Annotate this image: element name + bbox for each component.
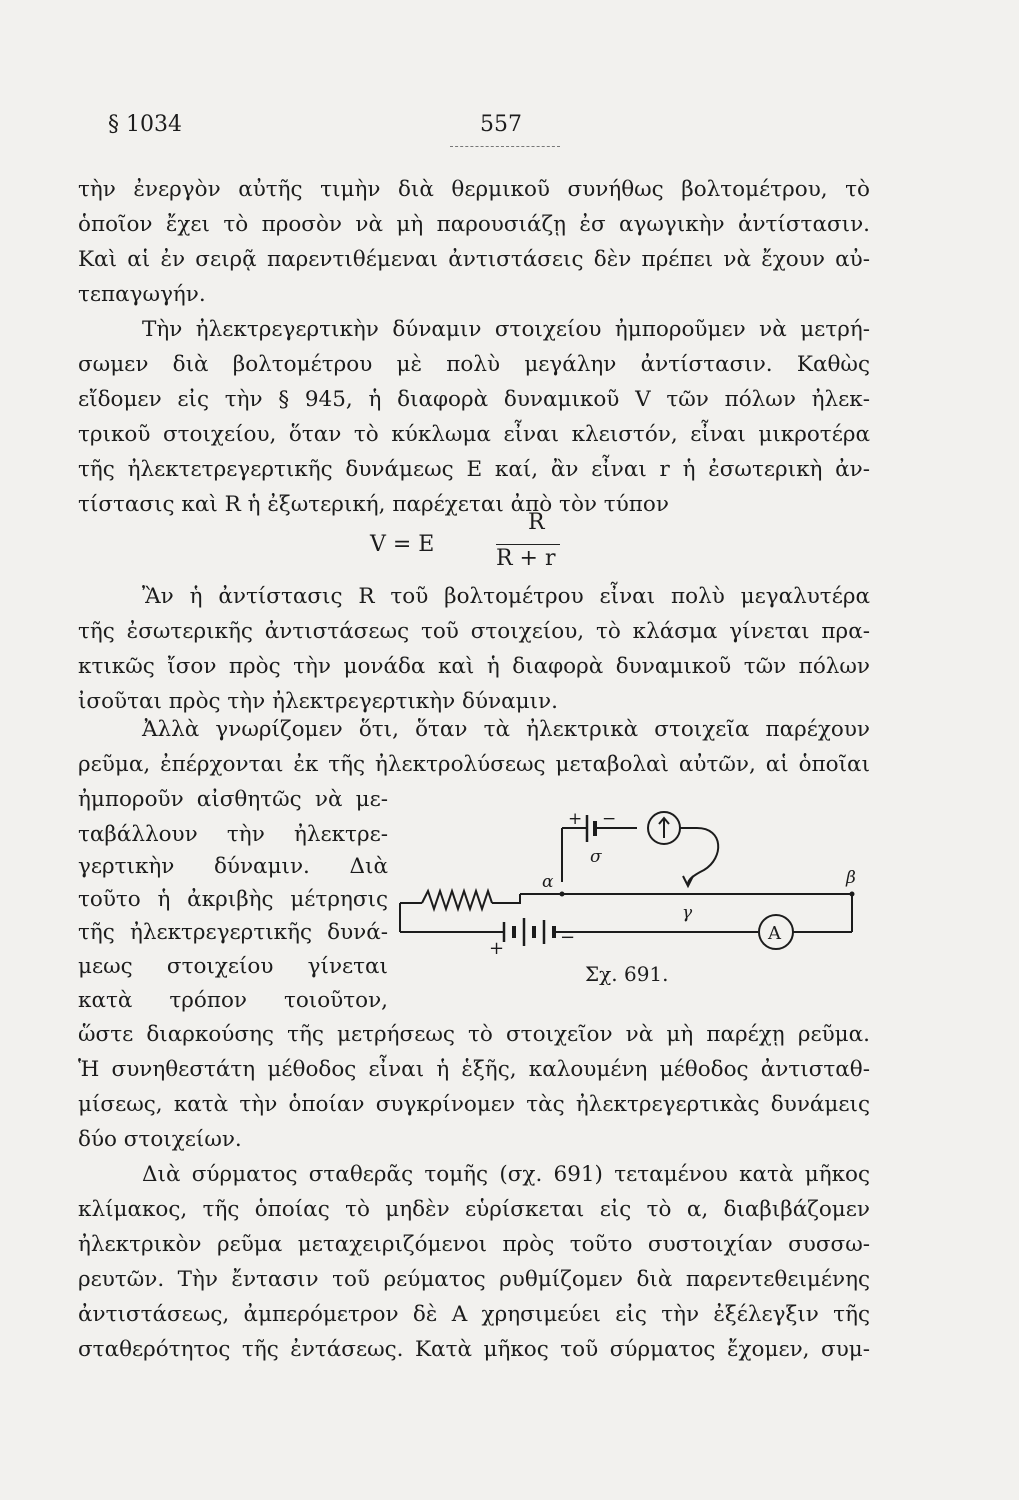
text-line: Ἀλλὰ γνωρίζομεν ὅτι, ὅταν τὰ ἠλεκτρικὰ στοιχεῖα παρέχουν: [142, 717, 870, 742]
figure-caption: Σχ. 691.: [585, 962, 669, 986]
page-number: 557: [480, 112, 522, 137]
text-line: σωμεν διὰ βολτομέτρου μὲ πολὺ μεγάλην ἀντίστασιν. Καθὼς: [78, 352, 870, 377]
text-line: Τὴν ἠλεκτρεγερτικὴν δύναμιν στοιχείου ἠμποροῦμεν νὰ μετρή-: [142, 317, 870, 342]
page-header: [0, 112, 1019, 152]
text-line: ἰσοῦται πρὸς τὴν ἠλεκτρεγερτικὴν δύναμιν.: [78, 689, 558, 714]
sliding-contact-wire: [688, 828, 718, 884]
text-line: μεως στοιχείου γίνεται: [78, 954, 388, 979]
text-line: εἴδομεν εἰς τὴν § 945, ἡ διαφορὰ δυναμικοῦ V τῶν πόλων ἠλεκ-: [78, 387, 870, 412]
plus-label: +: [568, 810, 583, 829]
text-line: μίσεως, κατὰ τὴν ὁποίαν συγκρίνομεν τὰς ἠλεκτρεγερτικὰς δυνάμεις: [78, 1092, 870, 1117]
text-line: ρεῦμα, ἐπέρχονται ἐκ τῆς ἠλεκτρολύσεως μεταβολαὶ αὐτῶν, αἱ ὁποῖαι: [78, 752, 870, 777]
wire: [492, 894, 520, 903]
plus-label: +: [489, 938, 505, 959]
text-line: Ἡ συνηθεστάτη μέθοδος εἶναι ἡ ἑξῆς, καλουμένη μέθοδος ἀντισταθ-: [78, 1057, 870, 1082]
formula-denominator: R + r: [496, 546, 556, 571]
minus-label: −: [602, 810, 617, 829]
formula-lhs: V = E: [370, 532, 435, 557]
text-line: τῆς ἐσωτερικῆς ἀντιστάσεως τοῦ στοιχείου, τὸ κλάσμα γίνεται πρα-: [78, 619, 870, 644]
text-line: δύο στοιχείων.: [78, 1127, 242, 1152]
text-line: κτικῶς ἴσον πρὸς τὴν μονάδα καὶ ἡ διαφορὰ δυναμικοῦ τῶν πόλων: [78, 654, 870, 679]
formula-numerator: R: [528, 510, 545, 535]
text-line: Διὰ σύρματος σταθερᾶς τομῆς (σχ. 691) τεταμένου κατὰ μῆκος: [142, 1162, 870, 1187]
text-line: ταβάλλουν τὴν ἠλεκτρε-: [78, 822, 388, 847]
text-line: σταθερότητος τῆς ἐντάσεως. Κατὰ μῆκος τοῦ σύρματος ἔχομεν, συμ-: [78, 1337, 870, 1362]
text-line: τῆς ἠλεκτετρεγερτικῆς δυνάμεως E καί, ἂν εἶναι r ἡ ἐσωτερικὴ ἀν-: [78, 457, 870, 482]
text-line: ὥστε διαρκούσης τῆς μετρήσεως τὸ στοιχεῖον νὰ μὴ παρέχῃ ρεῦμα.: [78, 1022, 870, 1047]
junction-dot: [560, 892, 565, 897]
header-rule: [450, 146, 560, 147]
text-line: τὴν ἐνεργὸν αὐτῆς τιμὴν διὰ θερμικοῦ συνήθως βολτομέτρου, τὸ: [78, 177, 870, 202]
text-line: ὁποῖον ἔχει τὸ προσὸν νὰ μὴ παρουσιάζῃ ἐσ αγωγικὴν ἀντίστασιν.: [78, 212, 870, 237]
sigma-label: σ: [590, 847, 602, 867]
text-line: Ἂν ἡ ἀντίστασις R τοῦ βολτομέτρου εἶναι πολὺ μεγαλυτέρα: [142, 584, 870, 609]
text-line: τοῦτο ἡ ἀκριβὴς μέτρησις: [78, 887, 388, 912]
fraction-bar: [496, 544, 560, 545]
text-line: γερτικὴν δύναμιν. Διὰ: [78, 854, 388, 879]
formula: [370, 510, 590, 574]
text-line: κατὰ τρόπον τοιοῦτον,: [78, 988, 388, 1013]
text-line: τρικοῦ στοιχείου, ὅταν τὸ κύκλωμα εἶναι κλειστόν, εἶναι μικροτέρα: [78, 422, 870, 447]
text-line: κλίμακος, τῆς ὁποίας τὸ μηδὲν εὑρίσκεται εἰς τὸ α, διαβιβάζομεν: [78, 1197, 870, 1222]
ammeter-label: A: [768, 923, 781, 944]
rheostat-icon: [422, 891, 492, 909]
text-line: τῆς ἠλεκτρεγερτικῆς δυνά-: [78, 920, 388, 945]
text-line: ἠμποροῦν αἰσθητῶς νὰ με-: [78, 787, 388, 812]
minus-label: −: [560, 927, 576, 948]
text-line: ρευτῶν. Τὴν ἔντασιν τοῦ ρεύματος ρυθμίζομεν διὰ παρεντεθειμένης: [78, 1267, 870, 1292]
section-number: § 1034: [108, 112, 182, 137]
text-line: Καὶ αἱ ἐν σειρᾷ παρεντιθέμεναι ἀντιστάσεις δὲν πρέπει νὰ ἔχουν αὐ-: [78, 247, 870, 272]
gamma-label: γ: [682, 903, 693, 923]
text-line: ἀντιστάσεως, ἀμπερόμετρον δὲ A χρησιμεύει εἰς τὴν ἐξέλεγξιν τῆς: [78, 1302, 870, 1327]
text-line: ἠλεκτρικὸν ρεῦμα μεταχειριζόμενοι πρὸς τοῦτο συστοιχίαν συσσω-: [78, 1232, 870, 1257]
text-line: τίστασις καὶ R ἡ ἐξωτερική, παρέχεται ἀπὸ τὸν τύπον: [78, 492, 669, 517]
alpha-label: α: [542, 872, 554, 892]
beta-label: β: [846, 868, 856, 888]
junction-dot: [850, 892, 855, 897]
text-line: τεπαγωγήν.: [78, 282, 206, 307]
